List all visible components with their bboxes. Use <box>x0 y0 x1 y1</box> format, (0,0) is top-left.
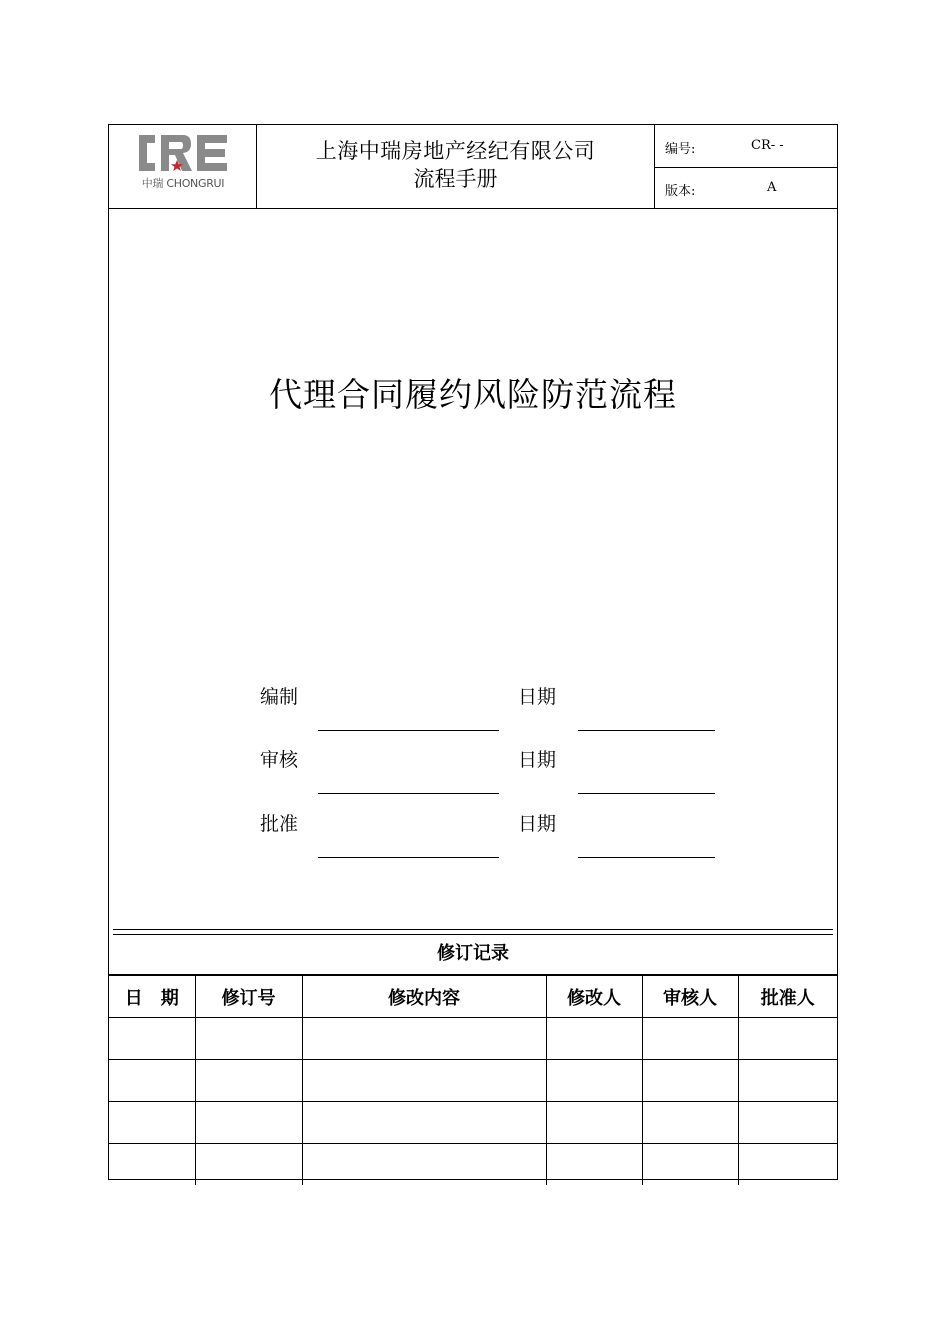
signature-line[interactable] <box>318 730 499 731</box>
table-cell[interactable] <box>195 1144 302 1186</box>
number-row <box>655 125 837 168</box>
header-title-cell <box>257 125 655 208</box>
table-cell[interactable] <box>302 1060 546 1102</box>
signature-row-approved <box>109 809 837 869</box>
date-label: 日期 <box>518 813 557 835</box>
table-cell[interactable] <box>546 1144 642 1186</box>
table-cell[interactable] <box>302 1144 546 1186</box>
table-cell[interactable] <box>109 1144 195 1186</box>
table-cell[interactable] <box>302 1102 546 1144</box>
version-value: A <box>767 180 777 195</box>
signature-label: 审核 <box>260 749 299 771</box>
header-meta-cell <box>655 125 837 208</box>
table-row <box>109 1144 837 1186</box>
version-row <box>655 167 837 209</box>
document-page <box>108 124 838 1180</box>
number-label: 编号: <box>665 142 696 157</box>
table-cell[interactable] <box>195 1102 302 1144</box>
table-cell[interactable] <box>195 1018 302 1060</box>
signature-label: 批准 <box>260 813 299 835</box>
date-line[interactable] <box>578 793 715 794</box>
table-row <box>109 1018 837 1060</box>
col-approver: 批准人 <box>738 976 837 1018</box>
table-cell[interactable] <box>642 1144 738 1186</box>
date-label: 日期 <box>518 686 557 708</box>
revision-header-row <box>109 976 837 1018</box>
table-row <box>109 1102 837 1144</box>
date-line[interactable] <box>578 730 715 731</box>
table-cell[interactable] <box>642 1018 738 1060</box>
signature-row-prepared <box>109 682 837 742</box>
date-line[interactable] <box>578 857 715 858</box>
signature-row-reviewed <box>109 745 837 805</box>
table-cell[interactable] <box>642 1102 738 1144</box>
document-header <box>109 125 837 209</box>
table-cell[interactable] <box>546 1060 642 1102</box>
table-cell[interactable] <box>109 1102 195 1144</box>
revision-table <box>109 975 837 1185</box>
table-cell[interactable] <box>109 1060 195 1102</box>
col-modifier: 修改人 <box>546 976 642 1018</box>
table-cell[interactable] <box>642 1060 738 1102</box>
col-date: 日 期 <box>109 976 195 1018</box>
company-name: 上海中瑞房地产经纪有限公司 <box>315 139 596 163</box>
table-cell[interactable] <box>738 1060 837 1102</box>
manual-name: 流程手册 <box>413 167 498 191</box>
process-title: 代理合同履约风险防范流程 <box>269 375 677 414</box>
logo-subtitle: 中瑞 CHONGRUI <box>141 177 225 190</box>
signature-line[interactable] <box>318 857 499 858</box>
table-cell[interactable] <box>109 1018 195 1060</box>
revision-title: 修订记录 <box>109 934 837 975</box>
signature-label: 编制 <box>260 686 299 708</box>
table-cell[interactable] <box>738 1018 837 1060</box>
table-cell[interactable] <box>546 1018 642 1060</box>
version-label: 版本: <box>665 184 696 199</box>
table-cell[interactable] <box>738 1102 837 1144</box>
revision-record <box>109 929 837 1179</box>
table-cell[interactable] <box>302 1018 546 1060</box>
company-logo <box>135 131 231 175</box>
table-cell[interactable] <box>195 1060 302 1102</box>
table-cell[interactable] <box>546 1102 642 1144</box>
signature-line[interactable] <box>318 793 499 794</box>
date-label: 日期 <box>518 749 557 771</box>
number-value: CR- - <box>751 138 784 153</box>
table-row <box>109 1060 837 1102</box>
col-reviewer: 审核人 <box>642 976 738 1018</box>
table-cell[interactable] <box>738 1144 837 1186</box>
logo-cell <box>109 125 257 208</box>
col-change-content: 修改内容 <box>302 976 546 1018</box>
col-revision-no: 修订号 <box>195 976 302 1018</box>
